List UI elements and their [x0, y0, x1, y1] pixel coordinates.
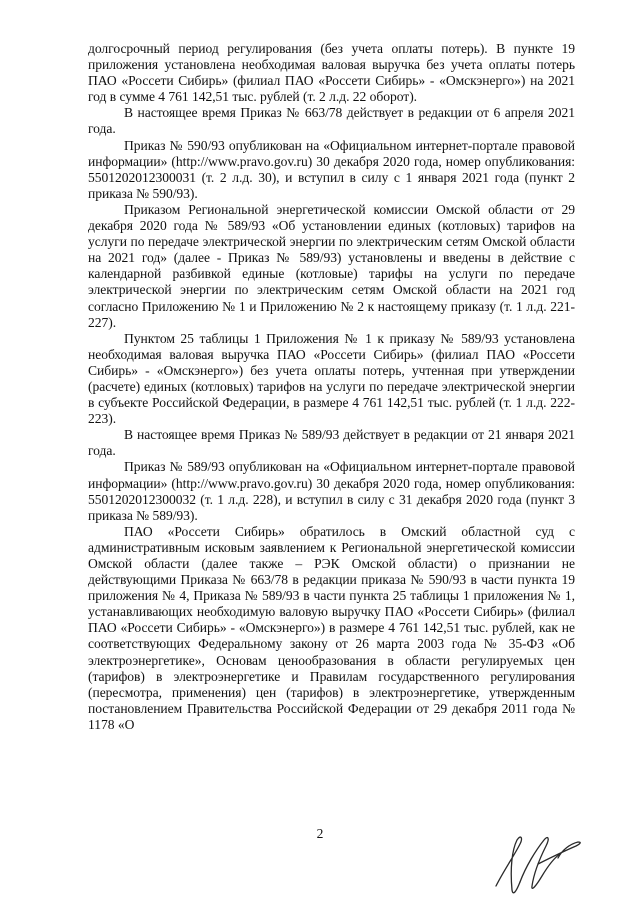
page-number: 2: [316, 826, 324, 841]
signature-stroke-3: [538, 842, 580, 864]
paragraph-order-589-edition: В настоящее время Приказ № 589/93 действует в редакции от 21 января 2021 года.: [88, 427, 575, 459]
paragraph-order-589-publication: Приказ № 589/93 опубликован на «Официальном интернет-портале правовой информации» (http://www.pravo.gov.ru) 30 декабря 2020 года, номер опубликования: 5501202012300032 (т. 1 л.д. 228), и вступил в силу с 31 декабря 2020 года (пункт 3 приказа № 589/93).: [88, 459, 575, 523]
paragraph-lawsuit: ПАО «Россети Сибирь» обратилось в Омский областной суд с административным исковым заявлением к Региональной энергетической комиссии Омской области (далее также – РЭК Омской области) о признании не действующими Приказа № 663/78 в редакции приказа № 590/93 в части пункта 19 приложения № 4, Приказа № 589/93 в части пункта 25 таблицы 1 приложения № 1, устанавливающих необходимую валовую выручку ПАО «Россети Сибирь» (филиал ПАО «Россети Сибирь» - «Омскэнерго») в размере 4 761 142,51 тыс. рублей, как не соответствующих Федеральному закону от 26 марта 2003 года № 35-ФЗ «Об электроэнергетике», Основам ценообразования в области регулируемых цен (тарифов) в электроэнергетике и Правилам государственного регулирования (пересмотра, применения) цен (тарифов) в электроэнергетике, утвержденным постановлением Правительства Российской Федерации от 29 декабря 2011 года № 1178 «О: [88, 523, 575, 732]
paragraph-order-589-tariffs: Приказом Региональной энергетической комиссии Омской области от 29 декабря 2020 года № 589/93 «Об установлении единых (котловых) тарифов на услуги по передаче электрической энергии по электрическим сетям Омской области на 2021 год» (далее - Приказ № 589/93) установлены и введены в действие с календарной разбивкой единые (котловые) тарифы на услуги по передаче электрической энергии по электрическим сетям Омской области на 2021 год согласно Приложению № 1 и Приложению № 2 к настоящему приказу (т. 1 л.д. 221-227).: [88, 201, 575, 330]
paragraph-order-663-edition: В настоящее время Приказ № 663/78 действует в редакции от 6 апреля 2021 года.: [88, 105, 575, 137]
handwritten-signature: [490, 820, 590, 900]
paragraph-continuation: долгосрочный период регулирования (без учета оплаты потерь). В пункте 19 приложения установлена необходимая валовая выручка без учета оплаты потерь ПАО «Россети Сибирь» (филиал ПАО «Россети Сибирь» - «Омскэнерго») на 2021 год в сумме 4 761 142,51 тыс. рублей (т. 2 л.д. 22 оборот).: [88, 41, 575, 105]
paragraph-order-590-publication: Приказ № 590/93 опубликован на «Официальном интернет-портале правовой информации» (http://www.pravo.gov.ru) 30 декабря 2020 года, номер опубликования: 5501202012300031 (т. 2 л.д. 30), и вступил в силу с 1 января 2021 года (пункт 2 приказа № 590/93).: [88, 137, 575, 201]
paragraph-order-589-revenue: Пунктом 25 таблицы 1 Приложения № 1 к приказу № 589/93 установлена необходимая валовая выручка ПАО «Россети Сибирь» (филиал ПАО «Россети Сибирь» - «Омскэнерго») без учета оплаты потерь, учтенная при утверждении (расчете) единых (котловых) тарифов на услуги по передаче электрической энергии в субъекте Российской Федерации, в размере 4 761 142,51 тыс. рублей (т. 1 л.д. 222-223).: [88, 330, 575, 427]
signature-stroke-1: [496, 837, 521, 893]
document-body: [88, 41, 575, 733]
